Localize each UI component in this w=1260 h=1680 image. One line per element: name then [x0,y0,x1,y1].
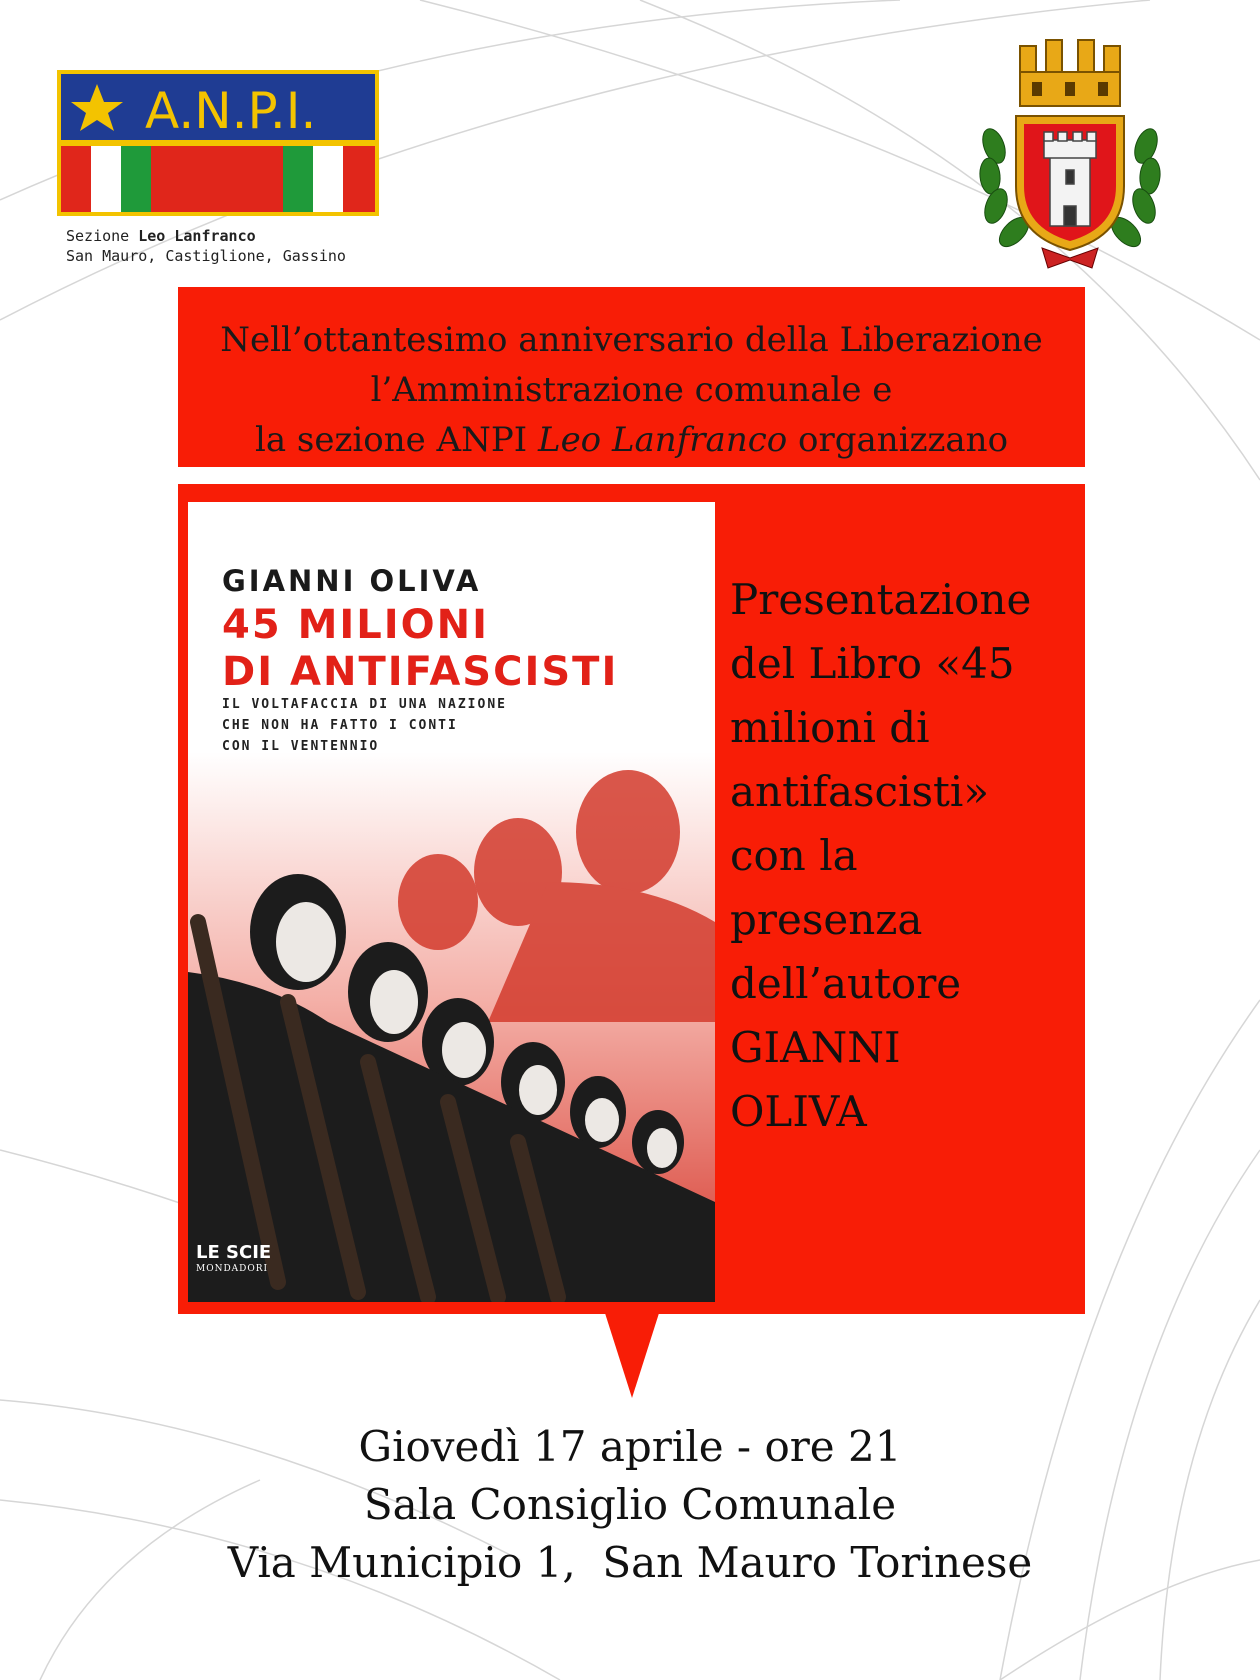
cover-publisher: LE SCIE [196,1242,272,1263]
cover-title [222,602,618,696]
presentation-line: presenza [730,895,923,944]
tower-icon [1044,132,1096,226]
event-info [0,1418,1260,1592]
cover-subtitle-line-3: CON IL VENTENNIO [222,739,380,754]
presentation-line: milioni di [730,703,930,752]
crown-icon [1020,40,1120,106]
book-cover [188,502,715,1302]
cover-subtitle [222,694,507,757]
presentation-line: con la [730,831,858,880]
event-venue: Sala Consiglio Comunale [363,1480,897,1529]
anpi-logo [57,70,379,216]
cover-subtitle-line-2: CHE NON HA FATTO I CONTI [222,718,458,733]
header-line-3-italic: Leo Lanfranco [537,420,788,460]
presentation-line: dell’autore [730,959,962,1008]
event-address: Via Municipio 1, San Mauro Torinese [227,1538,1033,1587]
header-line-3-prefix: la sezione ANPI [254,420,538,460]
presentation-line: del Libro «45 [730,639,1015,688]
presentation-text [730,568,1080,1144]
caption-section-name: Leo Lanfranco [138,227,256,245]
presentation-line: antifascisti» [730,767,990,816]
cover-author: GIANNI OLIVA [222,564,482,598]
cover-publisher-imprint: MONDADORI [196,1264,269,1274]
cover-title-line-1: 45 MILIONI [222,602,490,648]
presentation-line: GIANNI [730,1023,901,1072]
presentation-line: Presentazione [730,575,1032,624]
header-line-3-suffix: organizzano [787,420,1009,460]
header-line-1: Nell’ottantesimo anniversario della Liberazione [220,320,1043,360]
header-line-2: l’Amministrazione comunale e [370,370,893,410]
anpi-section-caption [66,226,346,266]
coat-of-arms [972,36,1168,272]
anpi-logo-text: A.N.P.I. [145,82,317,140]
caption-prefix: Sezione [66,227,139,245]
header-announcement [178,287,1085,467]
cover-subtitle-line-1: IL VOLTAFACCIA DI UNA NAZIONE [222,697,507,712]
caption-towns: San Mauro, Castiglione, Gassino [66,247,346,265]
cover-title-line-2: DI ANTIFASCISTI [222,649,619,695]
header-line-3 [178,415,1085,465]
event-date-time: Giovedì 17 aprile - ore 21 [358,1422,902,1471]
presentation-line: OLIVA [730,1087,867,1136]
